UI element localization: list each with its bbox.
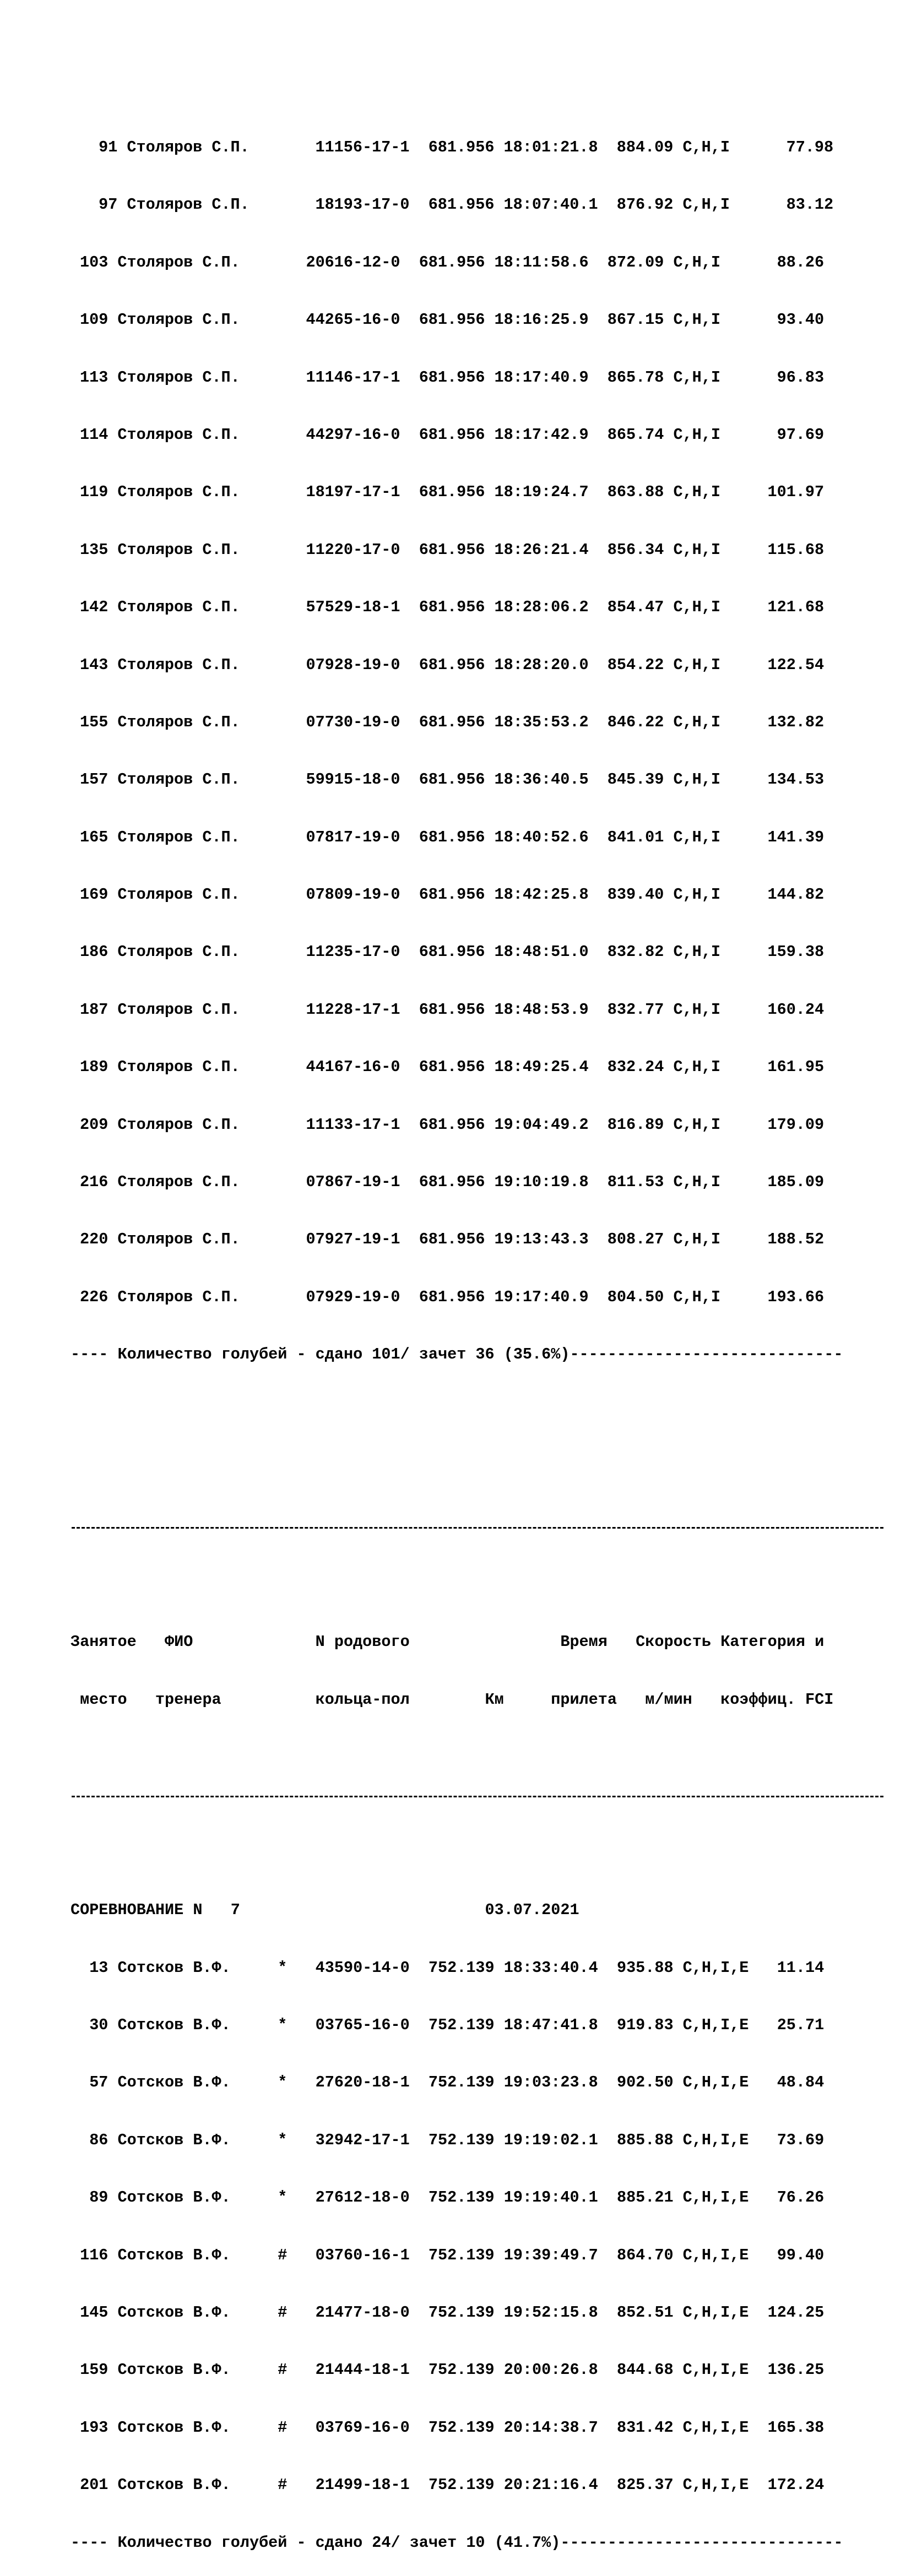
spacer bbox=[71, 1460, 897, 1480]
result-row: 145 Сотсков В.Ф. # 21477-18-0 752.139 19:52:15.8 852.51 C,H,I,E 124.25 bbox=[71, 2303, 825, 2322]
result-row: 220 Столяров С.П. 07927-19-1 681.956 19:13:43.3 808.27 C,H,I 188.52 bbox=[80, 1230, 825, 1249]
separator-line bbox=[71, 1786, 897, 1806]
result-row: 186 Столяров С.П. 11235-17-0 681.956 18:48:51.0 832.82 C,H,I 159.38 bbox=[80, 943, 825, 961]
result-row: 201 Сотсков В.Ф. # 21499-18-1 752.139 20:21:16.4 825.37 C,H,I,E 172.24 bbox=[71, 2476, 825, 2495]
header-row-2: место тренера кольца-пол Км прилета м/мин коэффиц. FCI bbox=[71, 1690, 834, 1709]
result-row: 89 Сотсков В.Ф. * 27612-18-0 752.139 19:19:40.1 885.21 C,H,I,E 76.26 bbox=[71, 2188, 825, 2207]
result-row: 157 Столяров С.П. 59915-18-0 681.956 18:36:40.5 845.39 C,H,I 134.53 bbox=[80, 770, 825, 789]
result-row: 135 Столяров С.П. 11220-17-0 681.956 18:26:21.4 856.34 C,H,I 115.68 bbox=[80, 540, 825, 559]
result-row: 226 Столяров С.П. 07929-19-0 681.956 19:17:40.9 804.50 C,H,I 193.66 bbox=[80, 1287, 825, 1306]
section-stolyarov bbox=[71, 100, 897, 1403]
result-row: 57 Сотсков В.Ф. * 27620-18-1 752.139 19:03:23.8 902.50 C,H,I,E 48.84 bbox=[71, 2073, 825, 2092]
table-header bbox=[71, 1595, 897, 1748]
separator-line bbox=[71, 1518, 897, 1537]
result-row: 155 Столяров С.П. 07730-19-0 681.956 18:35:53.2 846.22 C,H,I 132.82 bbox=[80, 713, 825, 731]
result-row: 13 Сотсков В.Ф. * 43590-14-0 752.139 18:33:40.4 935.88 C,H,I,E 11.14 bbox=[71, 1958, 825, 1977]
results-document bbox=[71, 42, 897, 2576]
result-row: 216 Столяров С.П. 07867-19-1 681.956 19:10:19.8 811.53 C,H,I 185.09 bbox=[80, 1173, 825, 1192]
result-row: 189 Столяров С.П. 44167-16-0 681.956 18:49:25.4 832.24 C,H,I 161.95 bbox=[80, 1058, 825, 1077]
summary-line: ---- Количество голубей - сдано 24/ зачет 10 (41.7%)------------------------------ bbox=[71, 2533, 843, 2552]
result-row: 169 Столяров С.П. 07809-19-0 681.956 18:42:25.8 839.40 C,H,I 144.82 bbox=[80, 885, 825, 904]
result-row: 209 Столяров С.П. 11133-17-1 681.956 19:04:49.2 816.89 C,H,I 179.09 bbox=[80, 1115, 825, 1134]
summary-line: ---- Количество голубей - сдано 101/ зачет 36 (35.6%)----------------------------- bbox=[71, 1345, 843, 1364]
result-row: 91 Столяров С.П. 11156-17-1 681.956 18:01:21.8 884.09 C,H,I 77.98 bbox=[89, 138, 834, 156]
result-row: 119 Столяров С.П. 18197-17-1 681.956 18:19:24.7 863.88 C,H,I 101.97 bbox=[80, 483, 825, 502]
result-row: 187 Столяров С.П. 11228-17-1 681.956 18:48:53.9 832.77 C,H,I 160.24 bbox=[80, 1000, 825, 1019]
result-row: 86 Сотсков В.Ф. * 32942-17-1 752.139 19:19:02.1 885.88 C,H,I,E 73.69 bbox=[71, 2131, 825, 2149]
competition-title: СОРЕВНОВАНИЕ N 7 03.07.2021 bbox=[71, 1901, 579, 1920]
result-row: 143 Столяров С.П. 07928-19-0 681.956 18:28:20.0 854.22 C,H,I 122.54 bbox=[80, 655, 825, 674]
result-row: 142 Столяров С.П. 57529-18-1 681.956 18:28:06.2 854.47 C,H,I 121.68 bbox=[80, 598, 825, 617]
header-row-1: Занятое ФИО N родового Время Скорость Категория и bbox=[71, 1633, 825, 1651]
result-row: 116 Сотсков В.Ф. # 03760-16-1 752.139 19:39:49.7 864.70 C,H,I,E 99.40 bbox=[71, 2246, 825, 2264]
result-row: 109 Столяров С.П. 44265-16-0 681.956 18:16:25.9 867.15 C,H,I 93.40 bbox=[80, 311, 825, 329]
result-row: 114 Столяров С.П. 44297-16-0 681.956 18:17:42.9 865.74 C,H,I 97.69 bbox=[80, 425, 825, 444]
result-row: 113 Столяров С.П. 11146-17-1 681.956 18:17:40.9 865.78 C,H,I 96.83 bbox=[80, 368, 825, 387]
result-row: 97 Столяров С.П. 18193-17-0 681.956 18:07:40.1 876.92 C,H,I 83.12 bbox=[89, 195, 834, 214]
result-row: 30 Сотсков В.Ф. * 03765-16-0 752.139 18:47:41.8 919.83 C,H,I,E 25.71 bbox=[71, 2016, 825, 2035]
result-row: 193 Сотсков В.Ф. # 03769-16-0 752.139 20:14:38.7 831.42 C,H,I,E 165.38 bbox=[71, 2418, 825, 2437]
result-row: 159 Сотсков В.Ф. # 21444-18-1 752.139 20:00:26.8 844.68 C,H,I,E 136.25 bbox=[71, 2361, 825, 2379]
section-sotskov bbox=[71, 1863, 897, 2576]
result-row: 165 Столяров С.П. 07817-19-0 681.956 18:40:52.6 841.01 C,H,I 141.39 bbox=[80, 828, 825, 846]
result-row: 103 Столяров С.П. 20616-12-0 681.956 18:11:58.6 872.09 C,H,I 88.26 bbox=[80, 253, 825, 271]
